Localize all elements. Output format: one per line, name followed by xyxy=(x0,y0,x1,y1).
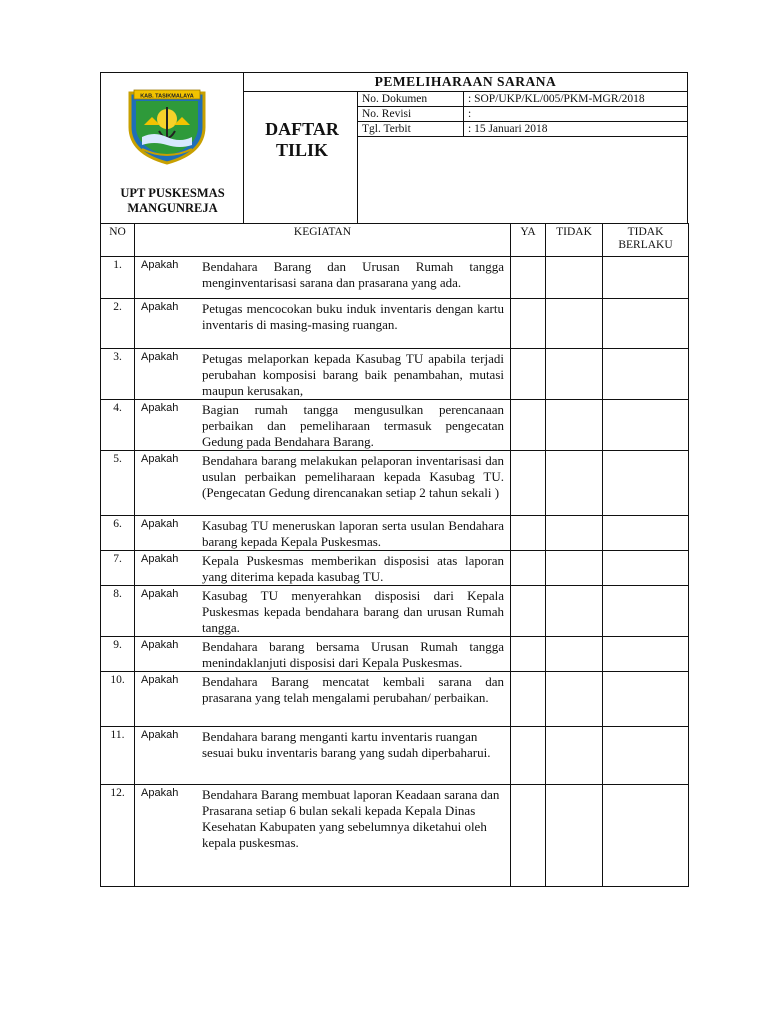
document-title: PEMELIHARAAN SARANA xyxy=(244,73,687,92)
row-number: 9. xyxy=(101,637,135,672)
row-number: 5. xyxy=(101,451,135,516)
answer-tidak-berlaku-cell[interactable] xyxy=(603,257,689,299)
kegiatan-text: Bendahara barang melakukan pelaporan inventarisasi dan usulan perbaikan pemeliharaan kepada Kasubag TU. (Pengecatan Gedung direncanakan setiap 2 tahun sekali ) xyxy=(202,453,504,500)
meta-row-revision xyxy=(358,107,687,122)
doc-type-line-1: DAFTAR xyxy=(265,119,339,139)
table-row xyxy=(101,451,689,516)
meta-row-doc-number xyxy=(358,92,687,107)
table-row xyxy=(101,257,689,299)
answer-tidak-berlaku-cell[interactable] xyxy=(603,551,689,586)
kegiatan-cell xyxy=(135,516,511,551)
answer-ya-cell[interactable] xyxy=(511,451,546,516)
table-row xyxy=(101,727,689,785)
document-header xyxy=(100,72,688,224)
document-page xyxy=(100,72,688,887)
row-number: 1. xyxy=(101,257,135,299)
answer-ya-cell[interactable] xyxy=(511,299,546,349)
header-tidak-berlaku: TIDAK BERLAKU xyxy=(603,224,689,257)
header-ya: YA xyxy=(511,224,546,257)
kegiatan-cell xyxy=(135,299,511,349)
answer-tidak-cell[interactable] xyxy=(546,400,603,451)
meta-label: Tgl. Terbit xyxy=(362,123,411,135)
meta-value: : SOP/UKP/KL/005/PKM-MGR/2018 xyxy=(463,92,688,106)
answer-ya-cell[interactable] xyxy=(511,785,546,887)
organization-line-1: UPT PUSKESMAS xyxy=(120,186,225,200)
answer-tidak-cell[interactable] xyxy=(546,451,603,516)
table-row xyxy=(101,551,689,586)
answer-ya-cell[interactable] xyxy=(511,586,546,637)
kegiatan-text: Kepala Puskesmas memberikan disposisi atas laporan yang diterima kepada kasubag TU. xyxy=(202,553,504,584)
checklist-table xyxy=(100,223,689,887)
row-number: 6. xyxy=(101,516,135,551)
answer-ya-cell[interactable] xyxy=(511,637,546,672)
answer-tidak-cell[interactable] xyxy=(546,516,603,551)
answer-ya-cell[interactable] xyxy=(511,516,546,551)
document-meta xyxy=(358,92,687,137)
answer-tidak-cell[interactable] xyxy=(546,785,603,887)
table-row xyxy=(101,672,689,727)
answer-tidak-berlaku-cell[interactable] xyxy=(603,299,689,349)
header-kegiatan: KEGIATAN xyxy=(135,224,511,257)
meta-value: : 15 Januari 2018 xyxy=(463,122,688,136)
question-prefix: Apakah xyxy=(141,787,179,799)
answer-tidak-berlaku-cell[interactable] xyxy=(603,451,689,516)
answer-tidak-cell[interactable] xyxy=(546,672,603,727)
organization-line-2: MANGUNREJA xyxy=(127,201,218,215)
question-prefix: Apakah xyxy=(141,729,179,741)
answer-tidak-berlaku-cell[interactable] xyxy=(603,349,689,400)
answer-tidak-cell[interactable] xyxy=(546,551,603,586)
question-prefix: Apakah xyxy=(141,301,179,313)
organization-name xyxy=(101,186,244,216)
kegiatan-text: Bendahara barang menganti kartu inventaris ruangan sesuai buku inventaris barang yang sudah diperbaharui. xyxy=(202,729,491,760)
question-prefix: Apakah xyxy=(141,518,179,530)
kegiatan-text: Bendahara barang bersama Urusan Rumah tangga menindaklanjuti disposisi dari Kepala Puskesmas. xyxy=(202,639,504,670)
row-number: 8. xyxy=(101,586,135,637)
answer-tidak-berlaku-cell[interactable] xyxy=(603,586,689,637)
doc-type-cell xyxy=(244,92,358,223)
kegiatan-cell xyxy=(135,785,511,887)
table-row xyxy=(101,586,689,637)
answer-ya-cell[interactable] xyxy=(511,257,546,299)
logo-cell xyxy=(101,73,244,223)
row-number: 11. xyxy=(101,727,135,785)
answer-tidak-cell[interactable] xyxy=(546,299,603,349)
meta-row-issue-date xyxy=(358,122,687,137)
table-row xyxy=(101,516,689,551)
meta-value: : xyxy=(463,107,688,121)
kegiatan-text: Bendahara Barang mencatat kembali sarana dan prasarana yang telah mengalami perubahan/ perbaikan. xyxy=(202,674,504,705)
kegiatan-text: Bendahara Barang membuat laporan Keadaan sarana dan Prasarana setiap 6 bulan sekali kepada Kepala Dinas Kesehatan Kabupaten yang sebelumnya diketahui oleh kepala puskesmas. xyxy=(202,787,500,850)
question-prefix: Apakah xyxy=(141,351,179,363)
kegiatan-cell xyxy=(135,400,511,451)
question-prefix: Apakah xyxy=(141,453,179,465)
answer-tidak-cell[interactable] xyxy=(546,257,603,299)
answer-tidak-berlaku-cell[interactable] xyxy=(603,672,689,727)
answer-tidak-cell[interactable] xyxy=(546,637,603,672)
kegiatan-cell xyxy=(135,451,511,516)
table-header-row xyxy=(101,224,689,257)
answer-ya-cell[interactable] xyxy=(511,349,546,400)
kegiatan-cell xyxy=(135,551,511,586)
answer-ya-cell[interactable] xyxy=(511,672,546,727)
doc-type xyxy=(250,119,354,161)
kegiatan-text: Petugas mencocokan buku induk inventaris dengan kartu inventaris di masing-masing ruangan. xyxy=(202,301,504,332)
row-number: 7. xyxy=(101,551,135,586)
regency-emblem-icon xyxy=(124,87,210,165)
kegiatan-cell xyxy=(135,257,511,299)
row-number: 4. xyxy=(101,400,135,451)
table-row xyxy=(101,299,689,349)
kegiatan-text: Kasubag TU meneruskan laporan serta usulan Bendahara barang kepada Kepala Puskesmas. xyxy=(202,518,504,549)
header-tidak: TIDAK xyxy=(546,224,603,257)
answer-tidak-berlaku-cell[interactable] xyxy=(603,785,689,887)
emblem-banner-text: KAB. TASIKMALAYA xyxy=(140,93,194,100)
row-number: 12. xyxy=(101,785,135,887)
answer-ya-cell[interactable] xyxy=(511,551,546,586)
answer-tidak-cell[interactable] xyxy=(546,349,603,400)
question-prefix: Apakah xyxy=(141,588,179,600)
meta-label: No. Revisi xyxy=(362,108,412,120)
table-row xyxy=(101,400,689,451)
question-prefix: Apakah xyxy=(141,259,179,271)
answer-tidak-berlaku-cell[interactable] xyxy=(603,516,689,551)
kegiatan-cell xyxy=(135,672,511,727)
kegiatan-cell xyxy=(135,349,511,400)
question-prefix: Apakah xyxy=(141,553,179,565)
table-row xyxy=(101,785,689,887)
answer-tidak-cell[interactable] xyxy=(546,586,603,637)
kegiatan-cell xyxy=(135,586,511,637)
answer-tidak-berlaku-cell[interactable] xyxy=(603,727,689,785)
kegiatan-cell xyxy=(135,637,511,672)
answer-tidak-berlaku-cell[interactable] xyxy=(603,400,689,451)
kegiatan-text: Petugas melaporkan kepada Kasubag TU apabila terjadi perubahan komposisi barang baik penambahan, mutasi maupun kerusakan, xyxy=(202,351,504,398)
kegiatan-text: Bendahara Barang dan Urusan Rumah tangga menginventarisasi sarana dan prasarana yang ada. xyxy=(202,259,504,290)
question-prefix: Apakah xyxy=(141,402,179,414)
table-row xyxy=(101,637,689,672)
meta-label: No. Dokumen xyxy=(362,93,428,105)
row-number: 3. xyxy=(101,349,135,400)
answer-ya-cell[interactable] xyxy=(511,727,546,785)
row-number: 10. xyxy=(101,672,135,727)
doc-type-line-2: TILIK xyxy=(275,140,329,160)
kegiatan-text: Kasubag TU menyerahkan disposisi dari Kepala Puskesmas kepada bendahara barang dan urusan Rumah tangga. xyxy=(202,588,504,635)
table-row xyxy=(101,349,689,400)
row-number: 2. xyxy=(101,299,135,349)
header-no: NO xyxy=(101,224,135,257)
answer-ya-cell[interactable] xyxy=(511,400,546,451)
kegiatan-text: Bagian rumah tangga mengusulkan perencanaan perbaikan dan pemeliharaan termasuk pengecatan Gedung pada Bendahara Barang. xyxy=(202,402,504,449)
answer-tidak-cell[interactable] xyxy=(546,727,603,785)
question-prefix: Apakah xyxy=(141,639,179,651)
question-prefix: Apakah xyxy=(141,674,179,686)
kegiatan-cell xyxy=(135,727,511,785)
answer-tidak-berlaku-cell[interactable] xyxy=(603,637,689,672)
